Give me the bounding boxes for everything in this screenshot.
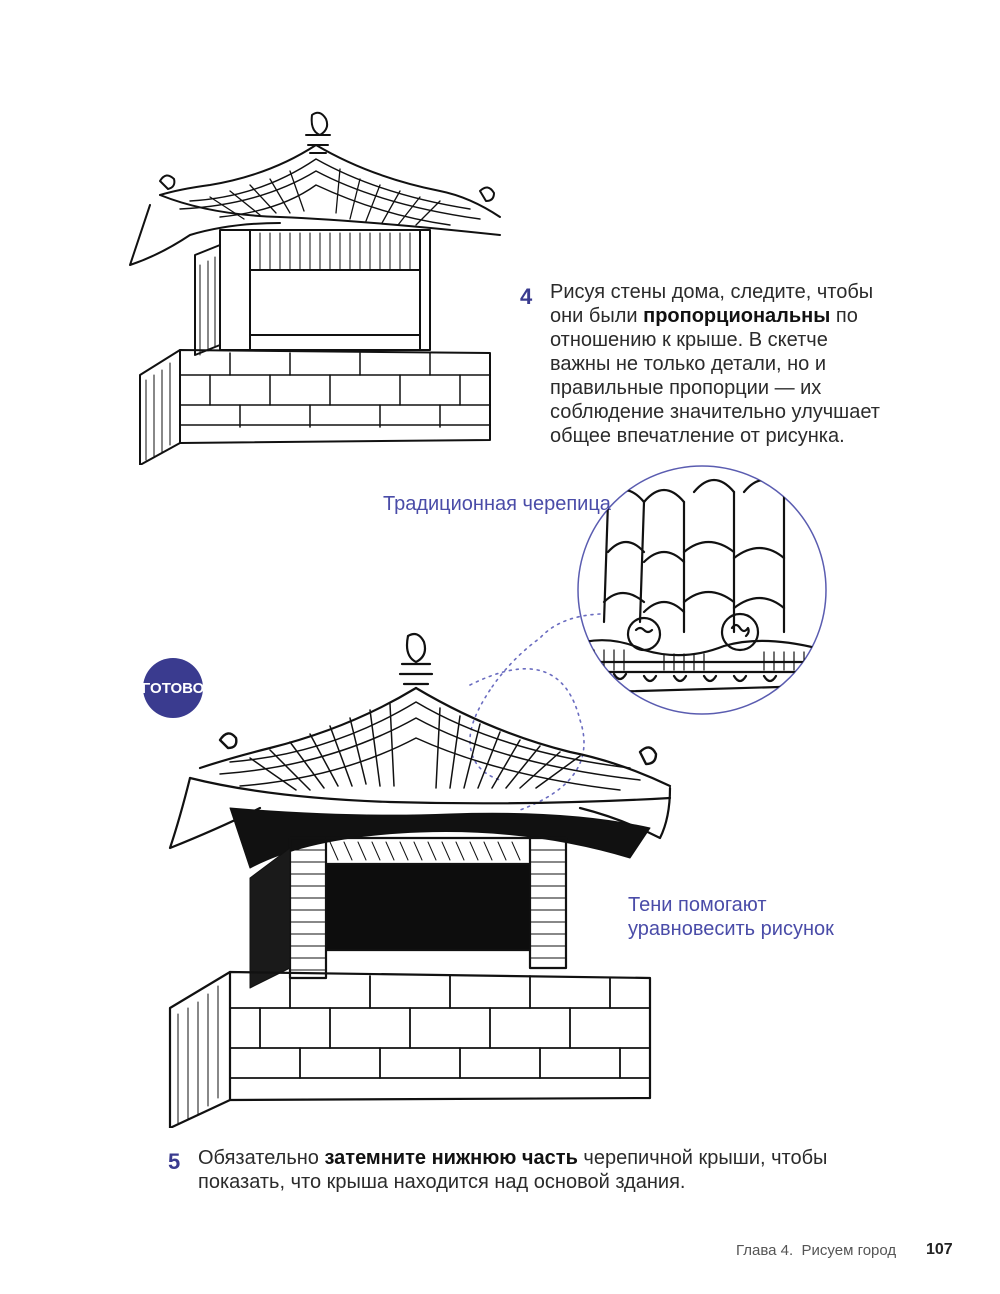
step-5-text-start: Обязательно — [198, 1147, 325, 1169]
done-badge: ГОТОВО — [143, 658, 203, 718]
tiles-callout-label: Традиционная черепица — [383, 493, 611, 515]
step-4-number: 4 — [520, 284, 533, 309]
pavilion-sketch-walls — [120, 105, 520, 465]
step-4-text — [550, 280, 890, 448]
pavilion-sketch-finished — [150, 628, 710, 1128]
footer-chapter: Глава 4. Рисуем город — [736, 1242, 897, 1259]
step-5-text-end: черепичной крыши, чтобы показать, что крыша находится над основой здания. — [198, 1147, 828, 1193]
step-5-text-bold: затемните нижнюю часть — [324, 1147, 578, 1169]
shadows-callout-label: Тени помогают уравновесить рисунок — [628, 894, 834, 940]
step-4-text-start: Рисуя стены дома, следите, чтобы они были — [550, 281, 874, 327]
step-4-text-bold: пропорциональны — [643, 305, 831, 327]
step-5-number: 5 — [168, 1149, 181, 1174]
step-4-text-end: по отношению к крыше. В скетче важны не только детали, но и правильные пропорции — их соблюдение значительно улучшает общее впечатление от рисунка. — [550, 305, 880, 447]
step-5-text — [198, 1146, 898, 1194]
page-number: 107 — [926, 1241, 953, 1258]
